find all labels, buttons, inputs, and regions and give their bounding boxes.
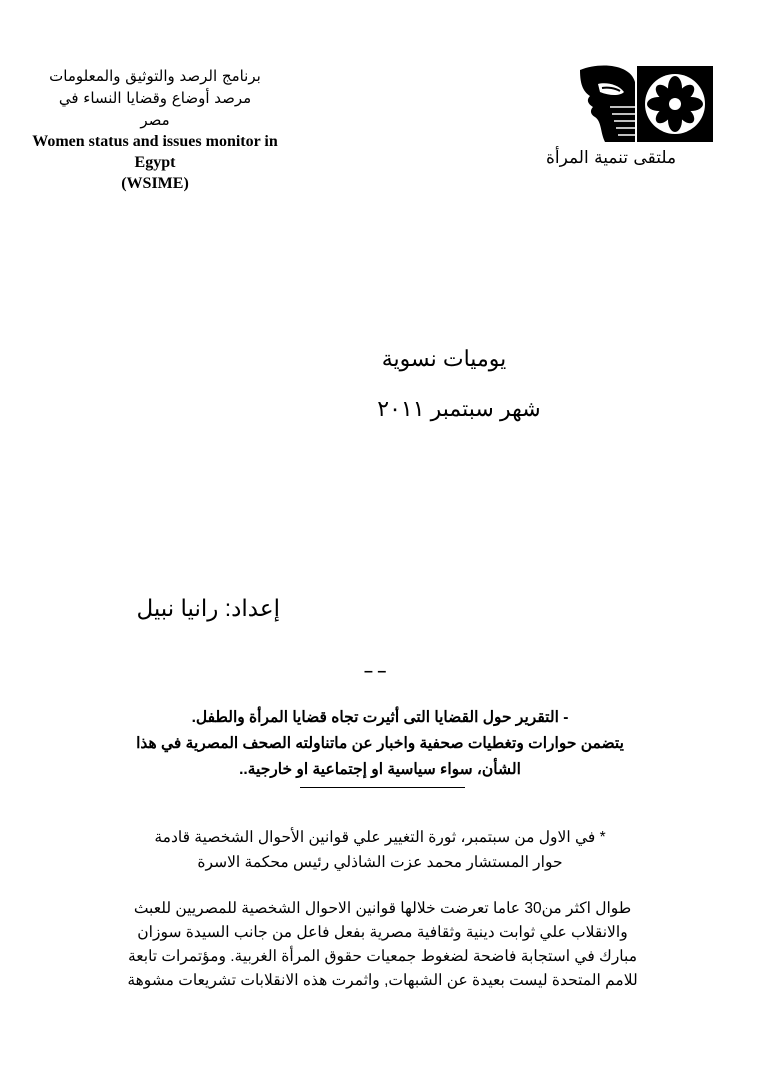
news-item-2 — [110, 897, 655, 993]
summary-line-1: - التقرير حول القضايا التى أثيرت تجاه قضايا المرأة والطفل. — [191, 709, 569, 726]
header-english-line-3: (WSIME) — [121, 175, 189, 192]
news-item-2-line-1: طوال اكثر من30 عاما تعرضت خلالها قوانين الاحوال الشخصية للمصريين للعبث — [133, 900, 632, 917]
page-subtitle — [0, 396, 768, 422]
summary-line-3: الشأن، سواء سياسية او إجتماعية او خارجية.. — [239, 761, 521, 778]
organization-name: ملتقى تنمية المرأة — [545, 148, 677, 168]
header-english-line-2: Egypt — [134, 154, 176, 171]
header-arabic-line-2: مرصد أوضاع وقضايا النساء في — [58, 89, 252, 107]
news-item-1-subhead: حوار المستشار محمد عزت الشاذلي رئيس محكمة الاسرة — [197, 854, 563, 871]
news-item-2-line-2: والانقلاب علي ثوابت دينية وثقافية مصرية بفعل فاعل من جانب السيدة سوزان — [137, 924, 628, 941]
news-item-1 — [110, 825, 650, 875]
title-period: شهر سبتمبر ٢٠١١ — [377, 396, 541, 421]
program-header — [0, 65, 310, 194]
logo-graphic — [550, 62, 720, 147]
divider-line — [300, 787, 465, 788]
news-item-1-headline: * في الاول من سبتمبر، ثورة التغيير علي قوانين الأحوال الشخصية قادمة — [154, 829, 606, 846]
summary-paragraph — [100, 705, 660, 783]
page-title — [0, 346, 768, 372]
prepared-by: إعداد: رانيا نبيل — [136, 595, 280, 621]
title-main: يوميات نسوية — [381, 346, 507, 371]
summary-line-2: يتضمن حوارات وتغطيات صحفية واخبار عن ماتناولته الصحف المصرية في هذا — [136, 735, 624, 752]
news-item-2-line-4: للامم المتحدة ليست بعيدة عن الشبهات, واثمرت هذه الانقلابات تشريعات مشوهة — [127, 972, 638, 989]
header-arabic-line-1: برنامج الرصد والتوثيق والمعلومات — [49, 67, 261, 85]
header-english-line-1: Women status and issues monitor in — [32, 133, 278, 150]
header-arabic-line-3: مصر — [140, 111, 170, 129]
news-item-2-line-3: مبارك في استجابة فاضحة لضغوط جمعيات حقوق المرأة الغربية. ومؤتمرات تابعة — [127, 948, 638, 965]
separator-dashes: – – — [364, 663, 387, 680]
flower-wheel-icon — [637, 66, 713, 142]
woman-head-icon — [580, 66, 635, 142]
